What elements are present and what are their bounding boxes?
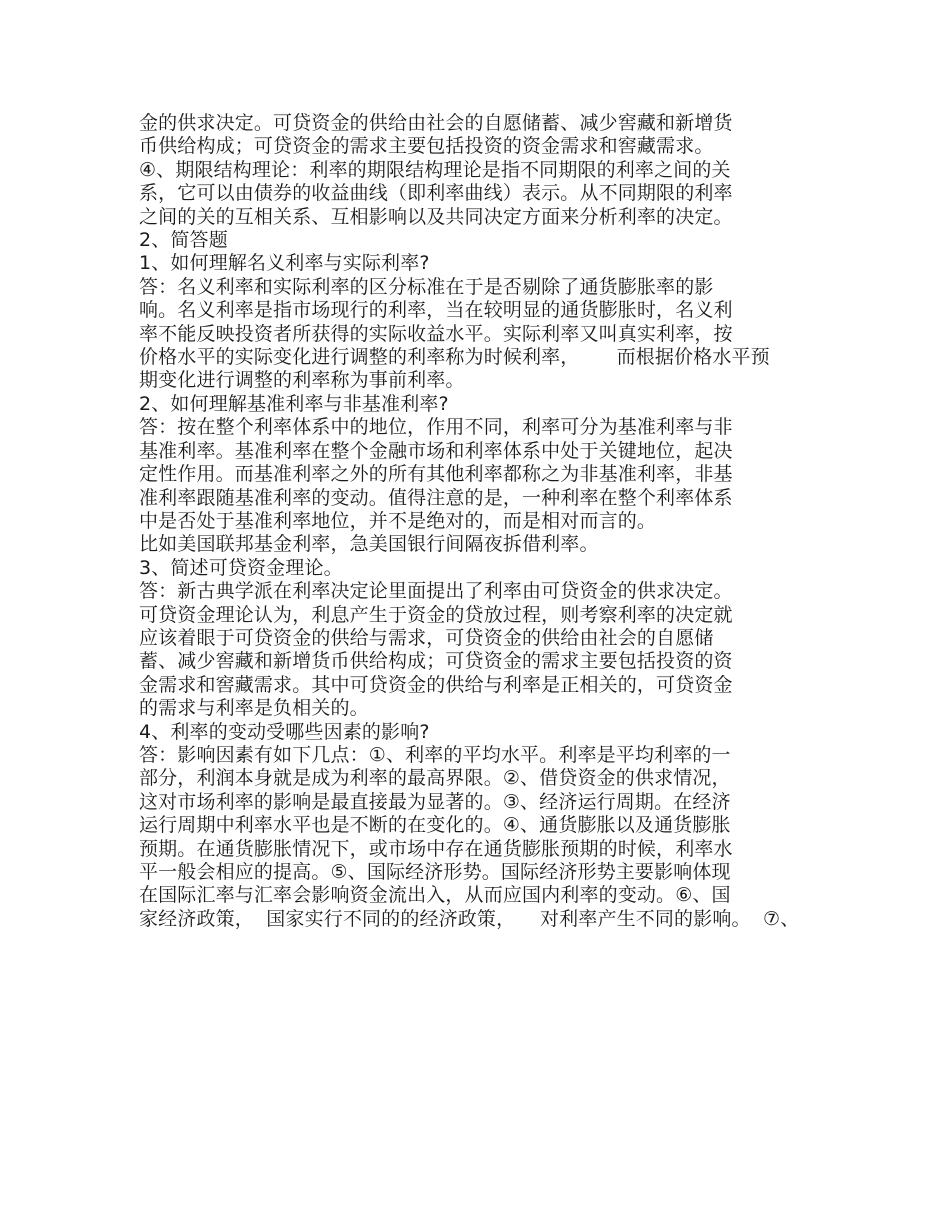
text-line: 基准利率。基准利率在整个金融市场和利率体系中处于关键地位，起决	[139, 439, 733, 462]
text-line: 比如美国联邦基金利率，急美国银行间隔夜拆借利率。	[139, 533, 599, 556]
text-line: 率不能反映投资者所获得的实际收益水平。实际利率又叫真实利率，按	[139, 322, 733, 345]
text-line: 运行周期中利率水平也是不断的在变化的。④、通货膨胀以及通货膨胀	[139, 814, 731, 837]
text-line: 可贷资金理论认为，利息产生于资金的贷放过程，则考察利率的决定就	[139, 603, 733, 626]
text-line: 平一般会相应的提高。⑤、国际经济形势。国际经济形势主要影响体现	[139, 861, 731, 883]
text-line: 答：按在整个利率体系中的地位，作用不同，利率可分为基准利率与非	[139, 416, 733, 439]
text-line: 之间的关的互相关系、互相影响以及共同决定方面来分析利率的决定。	[139, 205, 733, 228]
text-line: 期变化进行调整的利率称为事前利率。	[139, 369, 465, 392]
document-body	[139, 112, 819, 931]
text-line: 中是否处于基准利率地位，并不是绝对的，而是相对而言的。	[139, 509, 657, 532]
text-line: 响。名义利率是指市场现行的利率，当在较明显的通货膨胀时，名义利	[139, 299, 733, 322]
text-line: 答：新古典学派在利率决定论里面提出了利率由可贷资金的供求决定。	[139, 580, 733, 603]
section-heading: 2、简答题	[139, 229, 228, 252]
question-heading: 1、如何理解名义利率与实际利率?	[139, 252, 430, 275]
text-line: 准利率跟随基准利率的变动。值得注意的是，一种利率在整个利率体系	[139, 486, 733, 509]
text-line: 币供给构成；可贷资金的需求主要包括投资的资金需求和窖藏需求。	[139, 135, 714, 158]
text-line: 的需求与利率是负相关的。	[139, 697, 369, 720]
text-line: 蓄、减少窖藏和新增货币供给构成；可贷资金的需求主要包括投资的资	[139, 650, 733, 673]
question-heading: 4、利率的变动受哪些因素的影响?	[139, 720, 430, 743]
text-line: 金需求和窖藏需求。其中可贷资金的供给与利率是正相关的，可贷资金	[139, 673, 733, 696]
text-line: 系，它可以由债券的收益曲线（即利率曲线）表示。从不同期限的利率	[139, 182, 733, 205]
text-line: 家经济政策， 国家实行不同的的经济政策， 对利率产生不同的影响。 ⑦、	[139, 907, 800, 930]
question-heading: 2、如何理解基准利率与非基准利率?	[139, 392, 449, 415]
text-line: 在国际汇率与汇率会影响资金流出入，从而应国内利率的变动。⑥、国	[139, 884, 731, 907]
text-line: 这对市场利率的影响是最直接最为显著的。③、经济运行周期。在经济	[139, 790, 731, 813]
question-heading: 3、简述可贷资金理论。	[139, 556, 343, 579]
text-line: 答：名义利率和实际利率的区分标准在于是否剔除了通货膨胀率的影	[139, 275, 714, 298]
text-line: 定性作用。而基准利率之外的所有其他利率都称之为非基准利率，非基	[139, 463, 733, 486]
text-line: 部分，利润本身就是成为利率的最高界限。②、借贷资金的供求情况，	[139, 767, 731, 790]
text-line: 预期。在通货膨胀情况下，或市场中存在通货膨胀预期的时候，利率水	[139, 837, 733, 860]
text-line: ④、期限结构理论：利率的期限结构理论是指不同期限的利率之间的关	[139, 158, 731, 181]
text-line: 应该着眼于可贷资金的供给与需求，可贷资金的供给由社会的自愿储	[139, 626, 714, 649]
text-line: 金的供求决定。可贷资金的供给由社会的自愿储蓄、减少窖藏和新增货	[139, 112, 733, 134]
text-line: 价格水平的实际变化进行调整的利率称为时候利率， 而根据价格水平预	[139, 346, 770, 369]
text-line: 答：影响因素有如下几点：①、利率的平均水平。利率是平均利率的一	[139, 743, 731, 766]
